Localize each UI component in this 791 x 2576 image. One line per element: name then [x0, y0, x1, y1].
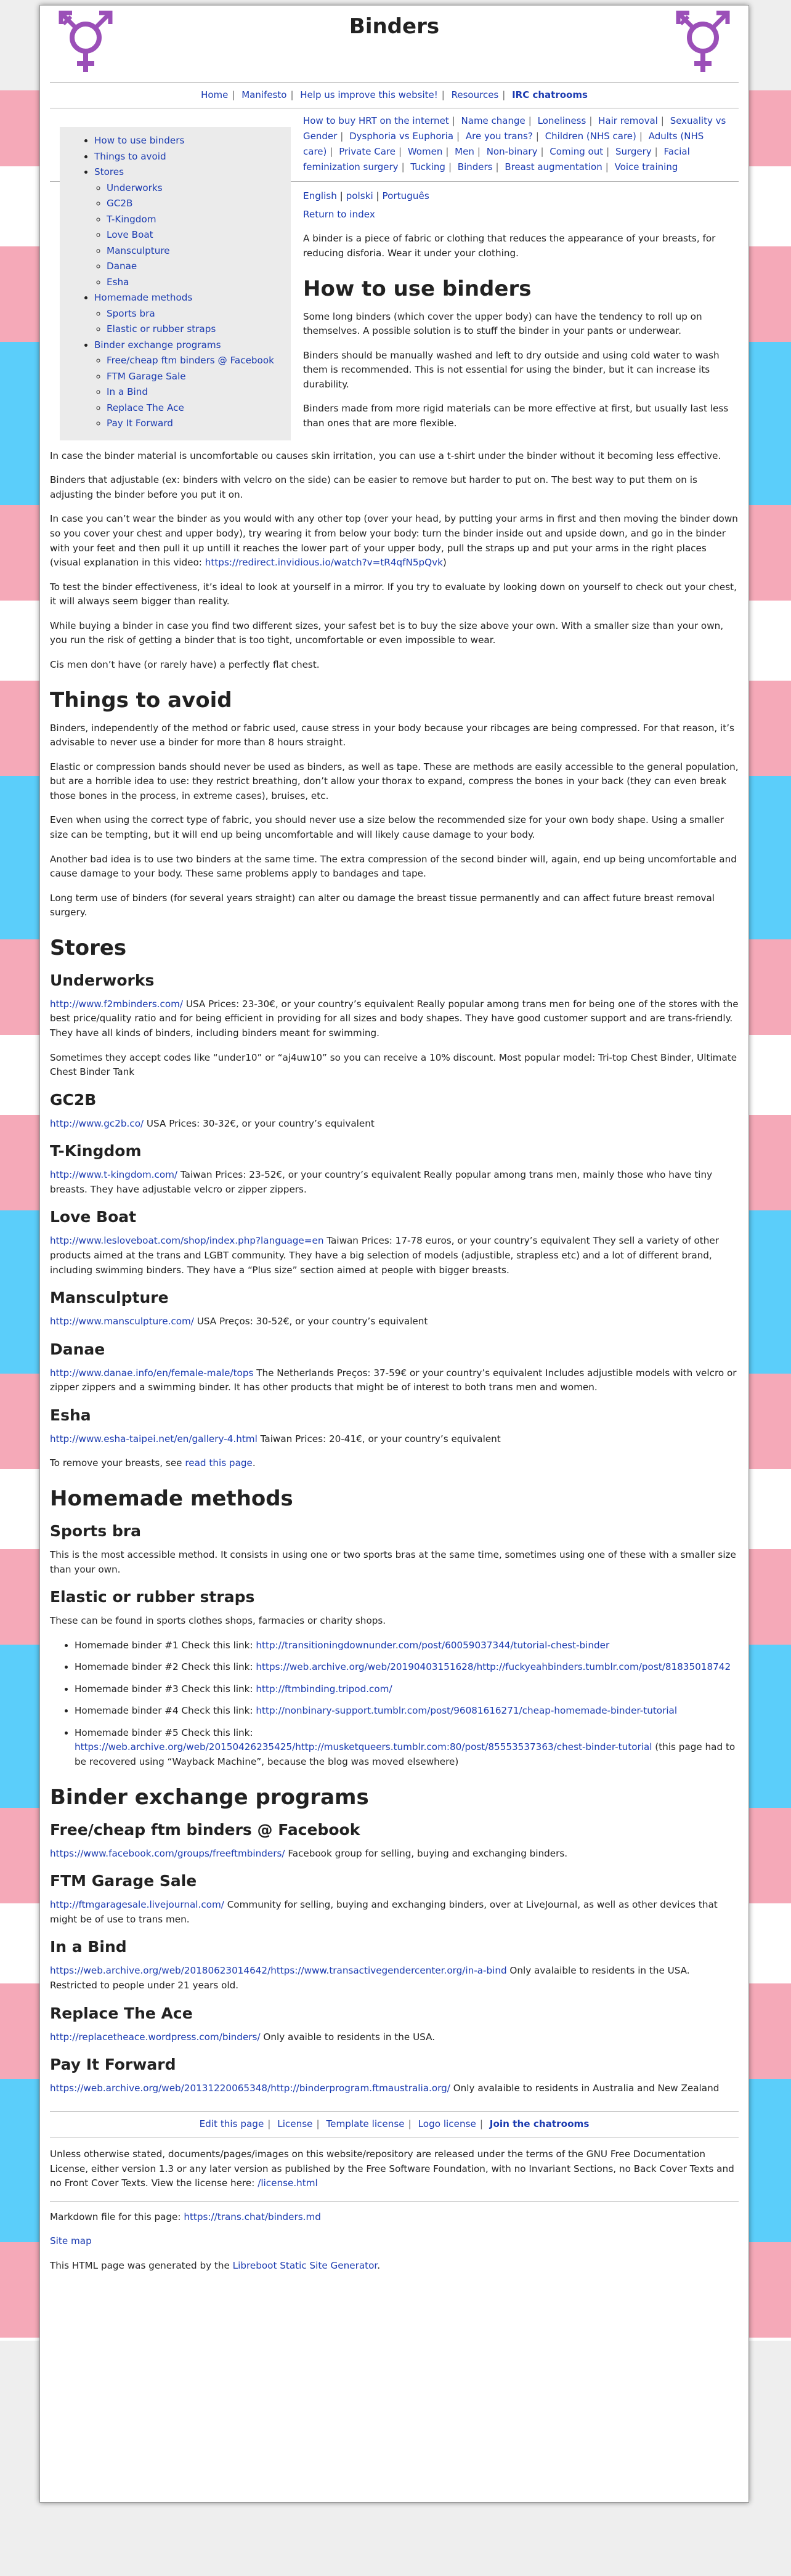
lang-polski[interactable]: polski: [346, 190, 373, 202]
license-file-link[interactable]: /license.html: [258, 2177, 318, 2189]
nav-irc-chatrooms[interactable]: IRC chatrooms: [512, 89, 588, 100]
paragraph: Binders made from more rigid materials can be more effective at first, but usually last less than ones that are more flexible.: [303, 403, 729, 429]
homemade-links-list: [50, 1638, 739, 1770]
paragraph: Binders should be manually washed and left to dry outside and using cold water to wash them is recommended. This is not essential for using the binder, but it can increase its durability.: [303, 349, 720, 390]
nav-resources[interactable]: Resources: [451, 89, 499, 100]
subheading-in-a-bind: In a Bind: [50, 1938, 127, 1956]
paragraph: To remove your breasts, see read this page.: [50, 1457, 256, 1469]
subnav-link[interactable]: Surgery: [615, 146, 652, 158]
subheading-elastic-straps: Elastic or rubber straps: [50, 1588, 255, 1606]
store-heading-mansculpture: Mansculpture: [50, 1289, 169, 1307]
nav-help-improve[interactable]: Help us improve this website!: [300, 89, 438, 100]
toc-link-replace-ace[interactable]: Replace The Ace: [107, 402, 184, 413]
homemade-link[interactable]: http://transitioningdownunder.com/post/60059037344/tutorial-chest-binder: [256, 1639, 610, 1651]
license-text: Unless otherwise stated, documents/pages/images on this website/repository are released under the terms of the GNU Free Documentation License, either version 1.3 or any later version as published by the Free Software Foundation, with no Invariant Sections, no Back Cover Texts and no Front Cover Texts. View the license here: /license.html: [50, 2149, 734, 2189]
transgender-symbol-icon[interactable]: [55, 8, 116, 76]
edit-page-link[interactable]: Edit this page: [199, 2118, 264, 2129]
lang-portugues[interactable]: Português: [382, 190, 429, 202]
toc-link-sports-bra[interactable]: Sports bra: [107, 307, 155, 319]
store-paragraph: http://www.f2mbinders.com/ USA Prices: 23-30€, or your country’s equivalent Really popular among trans men for being one of the stores with the best price/quality ratio and for being efficient in providing for all sizes and body shapes. They have good customer support and are trans-friendly. They have all kinds of binders, including binders meant for swimming.: [50, 998, 739, 1039]
subheading-replace-ace: Replace The Ace: [50, 2004, 193, 2022]
subnav-link[interactable]: How to buy HRT on the internet: [303, 115, 449, 127]
language-selector: English | polski | Português: [303, 190, 429, 202]
transgender-symbol-icon[interactable]: [672, 8, 734, 76]
section-heading-things-to-avoid: Things to avoid: [50, 687, 232, 713]
toc-link-how-to-use[interactable]: How to use binders: [94, 135, 185, 147]
subheading-garage-sale: FTM Garage Sale: [50, 1872, 197, 1890]
store-heading-love-boat: Love Boat: [50, 1208, 137, 1226]
list-item: • Homemade binder #3 Check this link: http://ftmbinding.tripod.com/: [75, 1682, 739, 1697]
toc-item: [94, 149, 285, 165]
section-heading-homemade: Homemade methods: [50, 1486, 293, 1511]
homemade-link[interactable]: http://nonbinary-support.tumblr.com/post/96081616271/cheap-homemade-binder-tutorial: [256, 1705, 678, 1717]
store-paragraph: http://www.mansculpture.com/ USA Preços: 30-52€, or your country’s equivalent: [50, 1316, 428, 1327]
store-link-gc2b[interactable]: http://www.gc2b.co/: [50, 1117, 144, 1129]
paragraph: These can be found in sports clothes shops, farmacies or charity shops.: [50, 1615, 386, 1627]
paragraph: Elastic or compression bands should never be used as binders, as well as tape. These are methods are easily accessible to the general population, but are a horrible idea to use: they restrict breathing, don’t allow your thorax to expand, compress the bones in your back (they can even break those bones in the process, in extreme cases), bruises, etc.: [50, 761, 739, 801]
paragraph: http://replacetheace.wordpress.com/binders/ Only avaible to residents in the USA.: [50, 2031, 436, 2043]
toc-link-esha[interactable]: Esha: [107, 276, 129, 288]
paragraph: https://web.archive.org/web/20180623014642/https://www.transactivegendercenter.org/in-a-bind Only avalaible to residents in the USA. Restricted to people under 21 years old.: [50, 1965, 690, 1991]
table-of-contents: [60, 127, 291, 440]
lang-english[interactable]: English: [303, 190, 337, 202]
section-heading-exchange: Binder exchange programs: [50, 1784, 369, 1810]
store-paragraph: http://www.danae.info/en/female-male/tops The Netherlands Preços: 37-59€ or your country’s equivalent Includes adjustible models with velcro or zipper zippers and a swimming binder. It has other products that might be of interest to both trans men and women.: [50, 1367, 737, 1393]
header: [50, 6, 739, 77]
page-container: [39, 5, 749, 2503]
section-heading-stores: Stores: [50, 935, 127, 960]
paragraph: Binders, independently of the method or fabric used, cause stress in your body because your ribcages are being compressed. For that reason, it’s advisable to never use a binder for more than 8 hours straight.: [50, 722, 734, 748]
subnav-link[interactable]: Voice training: [614, 161, 678, 173]
list-item: • Homemade binder #1 Check this link: http://transitioningdownunder.com/post/60059037344/tutorial-chest-binder: [75, 1638, 739, 1653]
list-item: • Homemade binder #4 Check this link: http://nonbinary-support.tumblr.com/post/96081616271/cheap-homemade-binder-tutorial: [75, 1704, 739, 1719]
subnav-link[interactable]: Children (NHS care): [545, 131, 636, 142]
homemade-link[interactable]: https://web.archive.org/web/20150426235425/http://musketqueers.tumblr.com:80/post/85553537363/chest-binder-tutorial: [75, 1741, 652, 1753]
video-link[interactable]: https://redirect.invidious.io/watch?v=tR4qfN5pQvk: [205, 557, 443, 569]
markdown-file-link[interactable]: https://trans.chat/binders.md: [184, 2211, 321, 2222]
toc-link-homemade[interactable]: Homemade methods: [94, 292, 193, 304]
homemade-link[interactable]: https://web.archive.org/web/20190403151628/http://fuckyeahbinders.tumblr.com/post/81835018742: [256, 1661, 731, 1673]
toc-link-gc2b[interactable]: GC2B: [107, 198, 133, 209]
subnav-link[interactable]: Men: [455, 146, 474, 158]
toc-link-underworks[interactable]: Underworks: [107, 182, 163, 193]
subnav-link[interactable]: Tucking: [410, 161, 445, 173]
site-map-link[interactable]: Site map: [50, 2235, 92, 2247]
subnav-link[interactable]: Binders: [457, 161, 493, 173]
markdown-file-text: Markdown file for this page: https://trans.chat/binders.md: [50, 2211, 321, 2222]
page-title: Binders: [349, 14, 440, 39]
exchange-link-facebook[interactable]: https://www.facebook.com/groups/freeftmbinders/: [50, 1847, 285, 1859]
toc-item: [94, 290, 285, 338]
paragraph: Sometimes they accept codes like “under10” or “aj4uw10” so you can receive a 10% discount. Most popular model: Tri-top Chest Binder, Ultimate Chest Binder Tank: [50, 1051, 737, 1078]
paragraph: Another bad idea is to use two binders at the same time. The extra compression of the second binder will, again, end up being uncomfortable and cause damage to your body. These same problems apply to bandages and tape.: [50, 853, 737, 880]
exchange-link-in-a-bind[interactable]: https://web.archive.org/web/20180623014642/https://www.transactivegendercenter.org/in-a-bind: [50, 1965, 507, 1977]
subnav-link[interactable]: Non-binary: [486, 146, 538, 158]
toc-item: [94, 164, 285, 290]
store-heading-t-kingdom: T-Kingdom: [50, 1142, 142, 1160]
paragraph: Cis men don’t have (or rarely have) a perfectly flat chest.: [50, 658, 320, 670]
toc-link-exchange[interactable]: Binder exchange programs: [94, 339, 221, 350]
subnav-link[interactable]: Are you trans?: [465, 131, 533, 142]
subnav-link[interactable]: Private Care: [339, 146, 396, 158]
license-link[interactable]: License: [277, 2118, 313, 2129]
store-paragraph: http://www.esha-taipei.net/en/gallery-4.html Taiwan Prices: 20-41€, or your country’s equivalent: [50, 1433, 501, 1444]
nav-manifesto[interactable]: Manifesto: [241, 89, 287, 100]
list-item: • Homemade binder #2 Check this link: https://web.archive.org/web/20190403151628/http://fuckyeahbinders.tumblr.com/post/81835018742: [75, 1660, 739, 1675]
subnav-link[interactable]: Name change: [461, 115, 525, 127]
generator-link[interactable]: Libreboot Static Site Generator: [232, 2260, 378, 2271]
store-link-esha[interactable]: http://www.esha-taipei.net/en/gallery-4.html: [50, 1433, 258, 1444]
logo-license-link[interactable]: Logo license: [418, 2118, 476, 2129]
toc-link-garage-sale[interactable]: FTM Garage Sale: [107, 370, 186, 382]
toc-link-facebook[interactable]: Free/cheap ftm binders @ Facebook: [107, 355, 274, 367]
store-link-love-boat[interactable]: http://www.lesloveboat.com/shop/index.php?language=en: [50, 1235, 324, 1247]
store-paragraph: http://www.gc2b.co/ USA Prices: 30-32€, or your country’s equivalent: [50, 1117, 375, 1129]
toc-link-stores[interactable]: Stores: [94, 166, 124, 178]
paragraph: This is the most accessible method. It consists in using one or two sports bras at the same time, sometimes using one of these with a smaller size than your own.: [50, 1549, 736, 1575]
paragraph: https://web.archive.org/web/20131220065348/http://binderprogram.ftmaustralia.org/ Only avalaible to residents in Australia and New Zealand: [50, 2083, 720, 2094]
toc-link-things-to-avoid[interactable]: Things to avoid: [94, 150, 166, 162]
subnav-link[interactable]: Facial feminization surgery: [303, 146, 690, 173]
toc-item: [94, 133, 285, 149]
subnav-link[interactable]: Dysphoria vs Euphoria: [349, 131, 454, 142]
subheading-facebook: Free/cheap ftm binders @ Facebook: [50, 1820, 360, 1839]
store-heading-gc2b: GC2B: [50, 1090, 97, 1109]
store-paragraph: http://www.lesloveboat.com/shop/index.php?language=en Taiwan Prices: 17-78 euros, or your country’s equivalent They sell a variety of other products aimed at the trans and LGBT community. They have a big selection of models (adjustible, strapless etc) and a lot of different brand, including swimming binders. They have a “Plus size” section aimed at people with bigger breasts.: [50, 1235, 719, 1276]
paragraph: https://www.facebook.com/groups/freeftmbinders/ Facebook group for selling, buying and exchanging binders.: [50, 1847, 568, 1859]
return-to-index-link[interactable]: Return to index: [303, 208, 375, 220]
exchange-link-garage[interactable]: http://ftmgaragesale.livejournal.com/: [50, 1899, 224, 1911]
store-heading-danae: Danae: [50, 1340, 105, 1358]
paragraph: To test the binder effectiveness, it’s ideal to look at yourself in a mirror. If you try to evaluate by looking down on yourself to check out your chest, it will always seem bigger than reality.: [50, 581, 737, 607]
list-item: • Homemade binder #5 Check this link: https://web.archive.org/web/20150426235425/http://musketqueers.tumblr.com:80/post/85553537363/chest-binder-tutorial (this page had to be recovered using “Wayback Machine”, because the blog was moved elsewhere): [75, 1726, 739, 1770]
subheading-sports-bra: Sports bra: [50, 1521, 142, 1540]
store-heading-esha: Esha: [50, 1406, 91, 1424]
footer-navigation: Edit this page | License | Template license | Logo license | Join the chatrooms: [50, 2111, 739, 2138]
subnav-link[interactable]: Sexuality vs Gender: [303, 115, 726, 142]
toc-link-danae[interactable]: Danae: [107, 261, 137, 272]
subnav-link[interactable]: Women: [407, 146, 443, 158]
paragraph: While buying a binder in case you find two different sizes, your safest bet is to buy the size above your own. With a smaller size than your own, you run the risk of getting a binder that is too tight, uncomfortable or even impossible to wear.: [50, 620, 724, 646]
generated-by-text: This HTML page was generated by the Libreboot Static Site Generator.: [50, 2260, 381, 2271]
store-link-underworks[interactable]: http://www.f2mbinders.com/: [50, 998, 184, 1010]
store-paragraph: http://www.t-kingdom.com/ Taiwan Prices: 23-52€, or your country’s equivalent Really popular among trans men, mainly those who have tiny breasts. They have adjustable velcro or zipper zippers.: [50, 1169, 713, 1195]
store-link-danae[interactable]: http://www.danae.info/en/female-male/tops: [50, 1367, 254, 1379]
paragraph: In case you can’t wear the binder as you would with any other top (over your head, by putting your arms in first and then moving the binder down so you cover your chest and upper body), try wearing it from below your body: turn the binder inside out and upside down, and go in the binder with your feet and then pull it up untill it reaches the lower part of your upper body, pull the straps up and put your arms in the right places (visual explanation in this video: https://redirect.invidious.io/watch?v=tR4qfN5pQvk): [50, 513, 738, 569]
toc-link-love-boat[interactable]: Love Boat: [107, 229, 153, 241]
paragraph: Some long binders (which cover the upper body) can have the tendency to roll up on themselves. A possible solution is to stuff the binder in your pants or underwear.: [303, 310, 702, 337]
subnav-link[interactable]: Hair removal: [598, 115, 658, 127]
exchange-link-pay-it-forward[interactable]: https://web.archive.org/web/20131220065348/http://binderprogram.ftmaustralia.org/: [50, 2083, 450, 2094]
paragraph: Even when using the correct type of fabric, you should never use a size below the recommended size for your own body shape. Using a smaller size can be tempting, but it will end up being uncomfortable and will likely cause damage to your body.: [50, 814, 724, 840]
paragraph: In case the binder material is uncomfortable ou causes skin irritation, you can use a t-shirt under the binder without it becoming less effective.: [50, 450, 721, 461]
template-license-link[interactable]: Template license: [326, 2118, 405, 2129]
paragraph: Binders that adjustable (ex: binders with velcro on the side) can be easier to remove but harder to put on. The best way to put them on is adjusting the binder before you put it on.: [50, 474, 697, 500]
store-heading-underworks: Underworks: [50, 971, 155, 989]
topic-navigation: How to buy HRT on the internet | Name change | Loneliness | Hair removal | Sexuality vs Gender | Dysphoria vs Euphoria | Are you trans? | Children (NHS care) | Adults (NHS care) | Private Care | Women | Men | Non-binary | Coming out | Surgery | Facial feminization surgery | Tucking | Binders | Breast augmentation | Voice training: [50, 113, 739, 182]
toc-link-t-kingdom[interactable]: T-Kingdom: [107, 213, 156, 225]
paragraph: Long term use of binders (for several years straight) can alter ou damage the breast tissue permanently and can affect future breast removal surgery.: [50, 892, 715, 918]
subnav-link[interactable]: Breast augmentation: [505, 161, 602, 173]
nav-home[interactable]: Home: [201, 89, 229, 100]
exchange-link-replace-ace[interactable]: http://replacetheace.wordpress.com/binders/: [50, 2031, 261, 2043]
toc-link-elastic-straps[interactable]: Elastic or rubber straps: [107, 323, 216, 335]
homemade-link[interactable]: http://ftmbinding.tripod.com/: [256, 1683, 392, 1695]
toc-item: [94, 338, 285, 432]
subnav-link[interactable]: Adults (NHS care): [303, 131, 704, 158]
join-chatrooms-link[interactable]: Join the chatrooms: [489, 2118, 590, 2129]
intro-paragraph: A binder is a piece of fabric or clothing that reduces the appearance of your breasts, for reducing disforia. Wear it under your clothing.: [303, 233, 716, 259]
toc-link-in-a-bind[interactable]: In a Bind: [107, 386, 148, 398]
subheading-pay-it-forward: Pay It Forward: [50, 2056, 176, 2074]
store-link-t-kingdom[interactable]: http://www.t-kingdom.com/: [50, 1169, 178, 1181]
subnav-link[interactable]: Coming out: [550, 146, 604, 158]
top-navigation: Home | Manifesto | Help us improve this website! | Resources | IRC chatrooms: [50, 82, 739, 108]
store-link-mansculpture[interactable]: http://www.mansculpture.com/: [50, 1316, 194, 1327]
paragraph: http://ftmgaragesale.livejournal.com/ Community for selling, buying and exchanging binders, over at LiveJournal, as well as other devices that might be of use to trans men.: [50, 1899, 718, 1925]
read-this-page-link[interactable]: read this page: [185, 1457, 253, 1469]
toc-link-mansculpture[interactable]: Mansculpture: [107, 245, 170, 256]
subnav-link[interactable]: Loneliness: [537, 115, 586, 127]
section-heading-how-to-use: How to use binders: [303, 276, 532, 301]
toc-link-pay-it-forward[interactable]: Pay It Forward: [107, 418, 173, 429]
